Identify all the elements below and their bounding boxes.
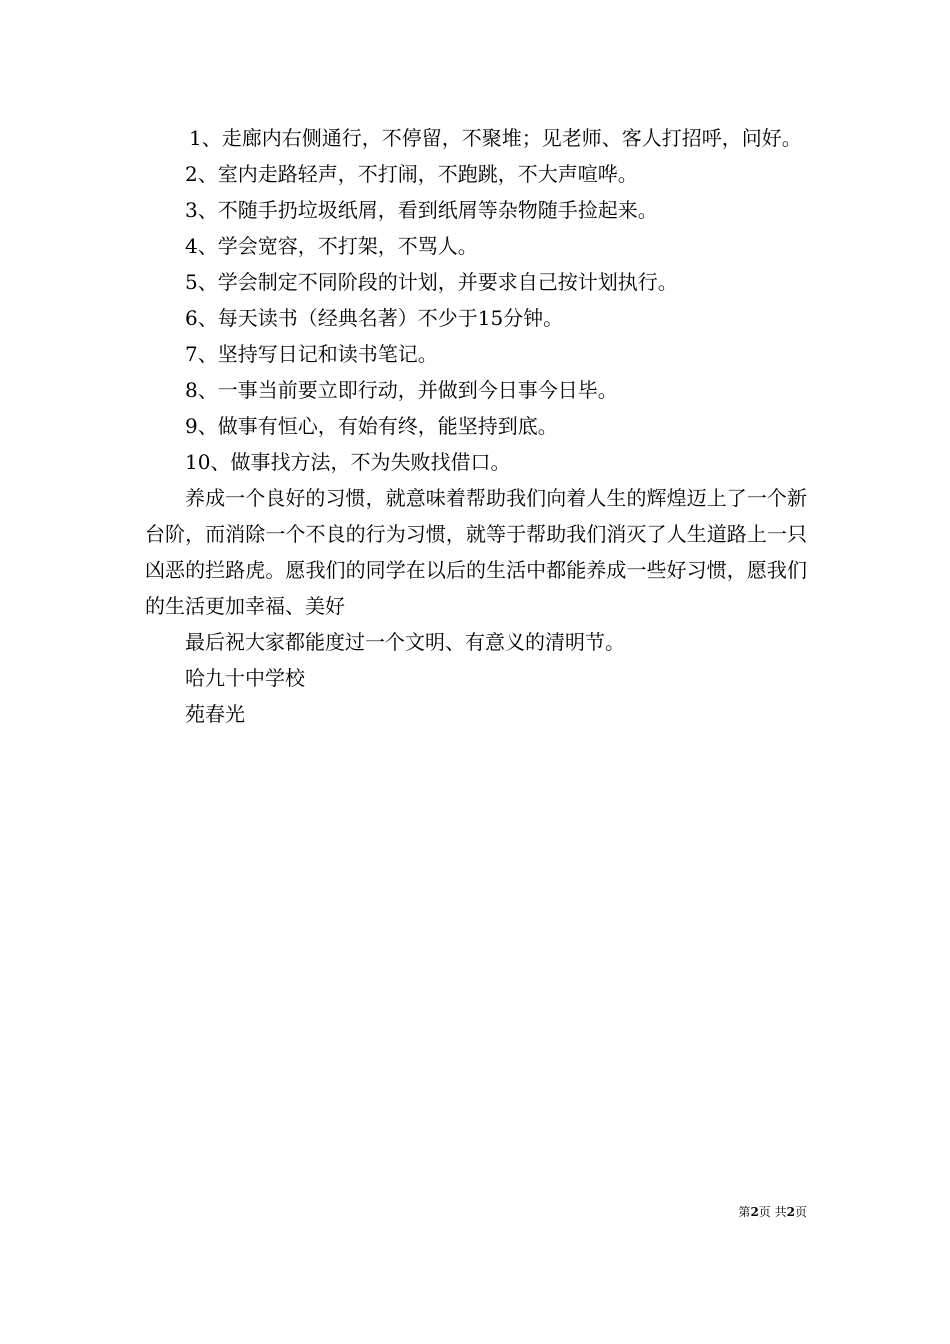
closing-paragraph: 养成一个良好的习惯，就意味着帮助我们向着人生的辉煌迈上了一个新台阶，而消除一个不良的行为习惯，就等于帮助我们消灭了人生道路上一只凶恶的拦路虎。愿我们的同学在以后的生活中都能养成一些好习惯，愿我们的生活更加幸福、美好	[145, 486, 807, 618]
page-number-footer	[738, 1204, 807, 1220]
list-item: 3、不随手扔垃圾纸屑，看到纸屑等杂物随手捡起来。	[185, 198, 658, 222]
footer-suffix: 页	[794, 1205, 807, 1219]
list-item: 6、每天读书（经典名著）不少于15分钟。	[185, 306, 564, 330]
list-item: 10、做事找方法，不为失败找借口。	[185, 450, 511, 474]
school-name: 哈九十中学校	[185, 666, 305, 690]
list-item: 5、学会制定不同阶段的计划，并要求自己按计划执行。	[185, 270, 678, 294]
closing-wish: 最后祝大家都能度过一个文明、有意义的清明节。	[185, 630, 625, 654]
list-item: 4、学会宽容，不打架，不骂人。	[185, 234, 478, 258]
footer-current-page: 2	[750, 1205, 759, 1219]
footer-prefix: 第	[738, 1205, 751, 1219]
list-item: 7、坚持写日记和读书笔记。	[185, 342, 438, 366]
list-item: 9、做事有恒心，有始有终，能坚持到底。	[185, 414, 558, 438]
list-item: 1、走廊内右侧通行，不停留，不聚堆；见老师、客人打招呼，问好。	[189, 126, 802, 150]
list-item: 8、一事当前要立即行动，并做到今日事今日毕。	[185, 378, 618, 402]
author-name: 苑春光	[185, 702, 245, 726]
footer-middle: 页 共	[758, 1205, 787, 1219]
list-item: 2、室内走路轻声，不打闹，不跑跳，不大声喧哗。	[185, 162, 638, 186]
footer-total-pages: 2	[786, 1205, 795, 1219]
document-body	[145, 120, 807, 732]
